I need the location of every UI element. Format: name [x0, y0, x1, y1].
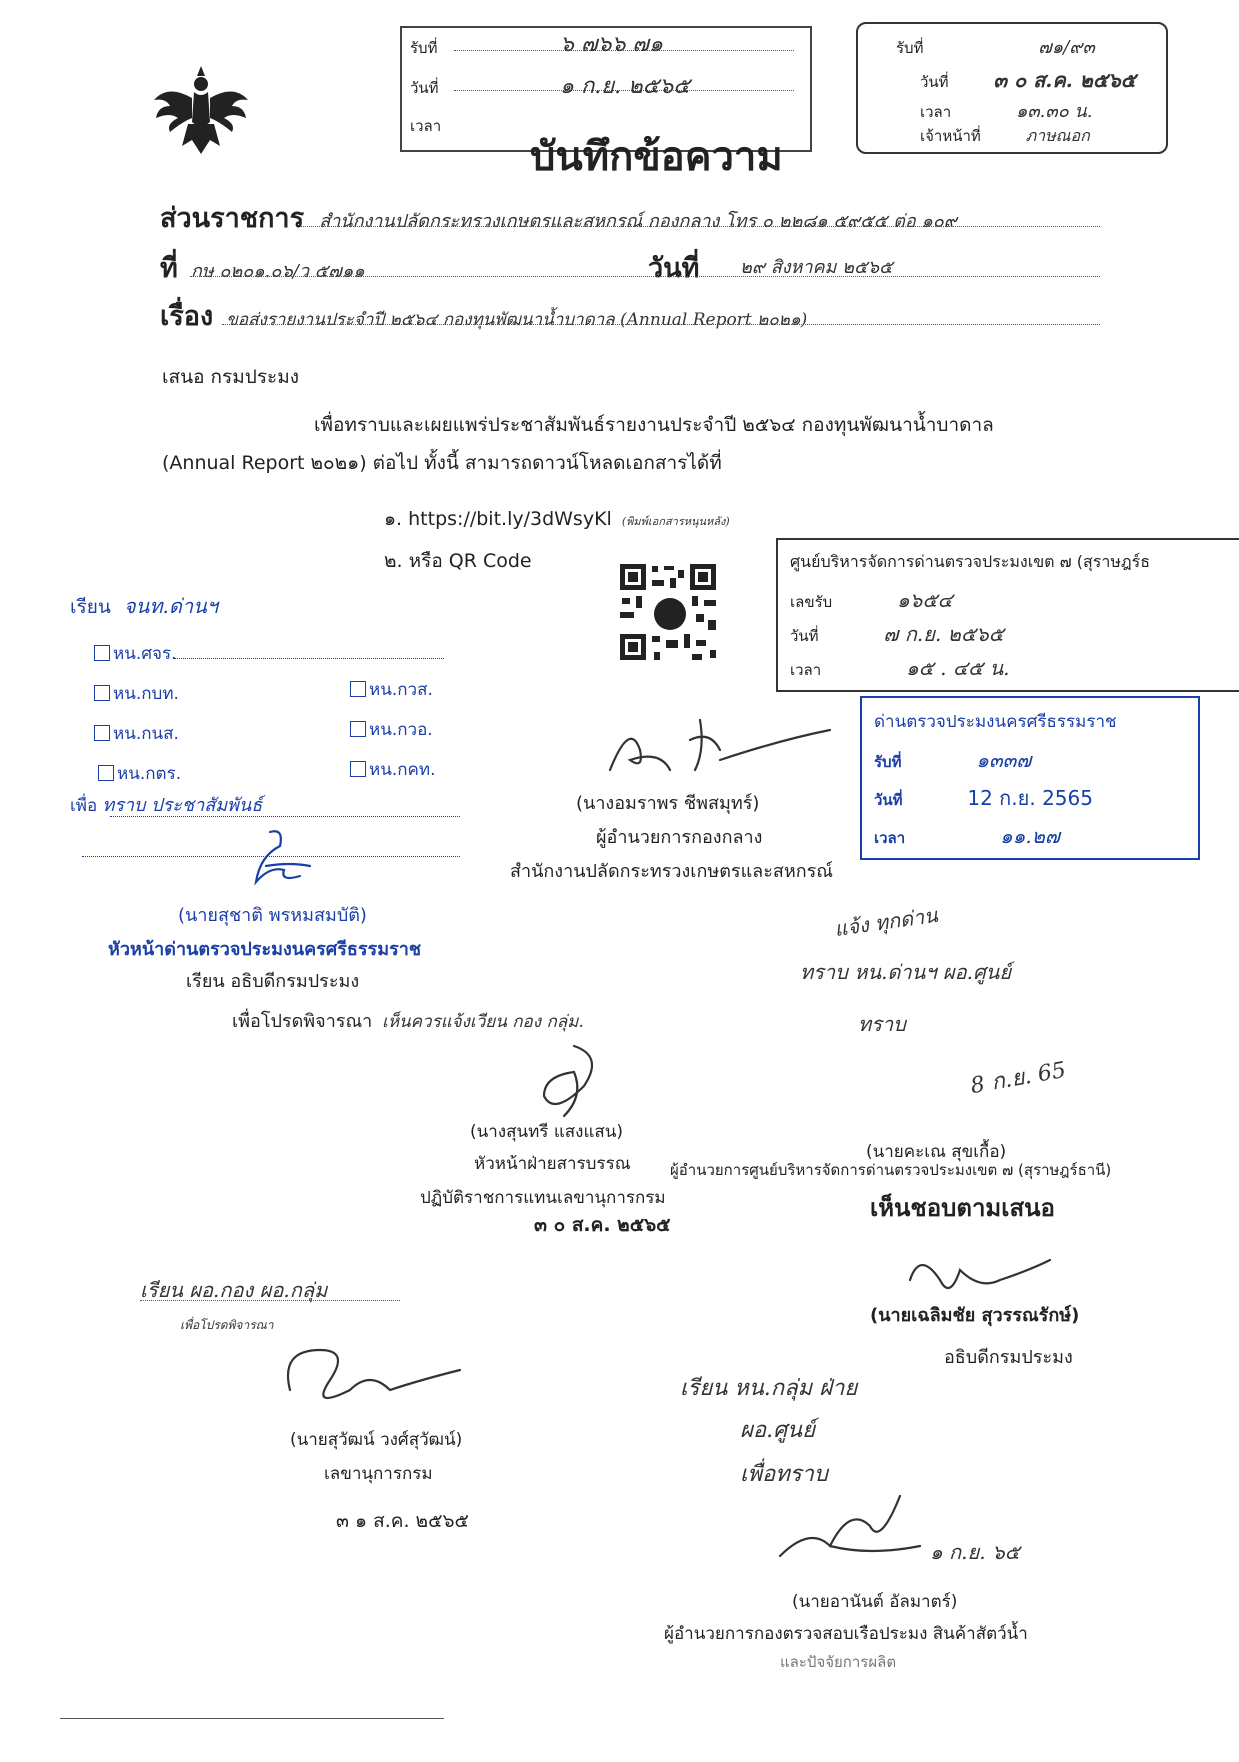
stamp-number: ๖ ๗๖๖ ๗๑ [560, 32, 663, 57]
secretary-purpose-row [232, 1006, 584, 1035]
lower-right-title: ผู้อำนวยการกองตรวจสอบเรือประมง สินค้าสัตว์น้ำ [664, 1624, 1028, 1644]
download-link[interactable] [384, 504, 730, 534]
zone7-label-time: เวลา [790, 661, 822, 679]
stamp-right-label-date: วันที่ [920, 73, 949, 91]
lower-right-hand-2: ผอ.ศูนย์ [740, 1418, 815, 1443]
date-value: ๒๙ สิงหาคม ๒๕๖๕ [740, 257, 893, 278]
lower-right-hand-1: เรียน หน.กลุ่ม ฝ่าย [680, 1376, 858, 1401]
stamp-right-date: ๓ ๐ ส.ค. ๒๕๖๕ [993, 68, 1136, 92]
lower-left-title: เลขานุการกรม [324, 1464, 433, 1484]
checkbox-label: หน.กนส. [113, 724, 179, 744]
nakhon-time: ๑๑.๒๗ [999, 824, 1060, 848]
zone7-title: ผู้อำนวยการศูนย์บริหารจัดการด่านตรวจประมงเขต ๗ (สุราษฎร์ธานี) [670, 1161, 1112, 1179]
checkbox-icon [350, 681, 366, 697]
addressee: เสนอ กรมประมง [162, 366, 300, 388]
checkbox-icon [350, 721, 366, 737]
secretary-hand-note: เห็นควรแจ้งเวียน กอง กลุ่ม. [382, 1012, 584, 1032]
signature-sunthree [524, 1036, 624, 1126]
zone7-hand-2: ทราบ หน.ด่านฯ ผอ.ศูนย์ [800, 960, 1012, 984]
stamp-right-officer: ภาษณอก [1025, 126, 1090, 145]
signature-suchat [240, 826, 330, 896]
zone7-label-date: วันที่ [790, 627, 819, 645]
stamp-date: ๑ ก.ย. ๒๕๖๕ [560, 74, 690, 99]
zone7-number: ๑๖๕๔ [896, 588, 953, 612]
stamp-label-time: เวลา [410, 117, 442, 135]
nakhon-label-no: รับที่ [874, 753, 902, 771]
zone7-time: ๑๕ . ๔๕ น. [905, 656, 1010, 680]
routing-checkbox-4[interactable] [94, 720, 179, 747]
stamp-right-label-time: เวลา [920, 103, 952, 121]
agency-label: ส่วนราชการ [160, 203, 305, 234]
memo-signer-name: (นางอมราพร ชีพสมุทร์) [576, 793, 760, 814]
link-text: ๑. https://bit.ly/3dWsyKl [384, 508, 612, 530]
routing-checkbox-2[interactable] [94, 680, 179, 707]
lower-left-hand: เรียน ผอ.กอง ผอ.กลุ่ม [140, 1278, 328, 1302]
routing-checkbox-1[interactable] [94, 640, 444, 667]
nakhon-label-date: วันที่ [874, 791, 903, 809]
secretary-name: (นางสุนทรี แสงแสน) [470, 1122, 624, 1142]
routing-checkbox-3[interactable] [350, 676, 433, 703]
stamp-zone7-centre [776, 538, 1239, 692]
checkbox-icon [350, 761, 366, 777]
signature-amaraporn [600, 700, 840, 790]
reference-row [160, 246, 1100, 289]
stamp-right-label-officer: เจ้าหน้าที่ [920, 127, 981, 145]
body-line-1: เพื่อทราบและเผยแพร่ประชาสัมพันธ์รายงานประจำปี ๒๕๖๔ กองทุนพัฒนาน้ำบาดาล [314, 414, 994, 436]
nakhon-number: ๑๓๓๗ [976, 748, 1032, 772]
memo-signer-title-2: สำนักงานปลัดกระทรวงเกษตรและสหกรณ์ [510, 861, 833, 882]
stamp-nakhon-checkpoint [860, 696, 1200, 860]
subject-label: เรื่อง [160, 301, 214, 332]
ref-value: กษ ๐๒๐๑.๐๖/ว ๕๗๑๑ [190, 261, 365, 282]
lower-left-hand-2: เพื่อโปรดพิจารณา [180, 1318, 274, 1332]
agency-row [160, 196, 1100, 239]
ref-label: ที่ [160, 253, 178, 284]
date-label: วันที่ [648, 253, 700, 284]
secretary-purpose: เพื่อโปรดพิจารณา [232, 1011, 373, 1032]
secretary-date: ๓ ๐ ส.ค. ๒๕๖๕ [534, 1214, 671, 1236]
zone7-name: (นายคะเณ สุขเกื้อ) [866, 1142, 1007, 1162]
zone7-hand-date: 8 ก.ย. 65 [968, 1057, 1068, 1100]
document-title: บันทึกข้อความ [530, 133, 783, 180]
subject-row [160, 294, 1100, 337]
agency-value: สำนักงานปลัดกระทรวงเกษตรและสหกรณ์ กองกลาง โทร ๐ ๒๒๘๑ ๕๙๕๕ ต่อ ๑๐๙ [319, 211, 957, 232]
memo-signer-title-1: ผู้อำนวยการกองกลาง [596, 827, 763, 848]
checkbox-label: หน.กตร. [117, 764, 182, 784]
signature-suwat [270, 1330, 470, 1420]
secretary-title-2: ปฏิบัติราชการแทนเลขานุการกรม [420, 1188, 666, 1208]
routing-signer-title: หัวหน้าด่านตรวจประมงนครศรีธรรมราช [108, 939, 422, 960]
routing-checkbox-6[interactable] [98, 760, 181, 787]
lower-left-date: ๓ ๑ ส.ค. ๒๕๖๕ [336, 1510, 469, 1532]
stamp-right-time: ๑๓.๓๐ น. [1015, 101, 1093, 122]
link-note: (พิมพ์เอกสารหนุนหลัง) [621, 515, 730, 528]
zone7-title: ศูนย์บริหารจัดการด่านตรวจประมงเขต ๗ (สุราษฎร์ธ [790, 552, 1150, 571]
checkbox-icon [94, 725, 110, 741]
purpose-value: ทราบ ประชาสัมพันธ์ [102, 795, 263, 816]
subject-value: ขอส่งรายงานประจำปี ๒๕๖๔ กองทุนพัฒนาน้ำบาดาล (Annual Report ๒๐๒๑) [226, 310, 808, 330]
nakhon-title: ด่านตรวจประมงนครศรีธรรมราช [874, 712, 1117, 732]
checkbox-label: หน.กวส. [369, 680, 433, 700]
checkbox-label: หน.กวอ. [369, 720, 433, 740]
stamp-label-date: วันที่ [410, 79, 439, 97]
zone7-hand-3: ทราบ [858, 1012, 906, 1036]
stamp-right-label-no: รับที่ [896, 39, 924, 57]
secretary-to: เรียน อธิบดีกรมประมง [186, 971, 360, 992]
zone7-date: ๗ ก.ย. ๒๕๖๕ [883, 622, 1004, 646]
checkbox-icon [94, 685, 110, 701]
routing-heading-to: จนท.ด่านฯ [123, 594, 218, 618]
purpose-label: เพื่อ [70, 796, 98, 816]
stamp-label-received: รับที่ [410, 39, 438, 57]
zone7-label-no: เลขรับ [790, 593, 833, 611]
zone7-hand-1: แจ้ง ทุกด่าน [832, 902, 940, 942]
checkbox-label: หน.ศจร. [113, 644, 177, 664]
nakhon-date: 12 ก.ย. 2565 [967, 786, 1093, 810]
checkbox-icon [94, 645, 110, 661]
lower-right-name: (นายอานันต์ อัลมาตร์) [792, 1592, 958, 1612]
routing-purpose [70, 790, 460, 819]
checkbox-label: หน.กบท. [113, 684, 179, 704]
secretary-title-1: หัวหน้าฝ่ายสารบรรณ [474, 1154, 631, 1174]
garuda-emblem-icon [148, 62, 254, 162]
routing-block [70, 590, 460, 622]
routing-checkbox-7[interactable] [350, 756, 436, 783]
lower-right-hand-3: เพื่อทราบ [740, 1462, 828, 1487]
routing-heading: เรียน [70, 596, 111, 618]
dg-approval: เห็นชอบตามเสนอ [870, 1194, 1055, 1222]
stamp-right-number: ๗๑/๙๓ [1038, 37, 1095, 58]
routing-signer-name: (นายสุชาติ พรหมสมบัติ) [178, 905, 367, 926]
receipt-stamp-right [856, 22, 1168, 154]
lower-left-name: (นายสุวัฒน์ วงศ์สุวัฒน์) [290, 1430, 463, 1450]
routing-checkbox-5[interactable] [350, 716, 433, 743]
nakhon-label-time: เวลา [874, 829, 906, 847]
signature-anan [770, 1486, 930, 1576]
lower-right-hand-date: ๑ ก.ย. ๖๕ [930, 1540, 1020, 1564]
qr-code-icon[interactable] [616, 560, 720, 664]
dg-name: (นายเฉลิมชัย สุวรรณรักษ์) [870, 1305, 1080, 1326]
lower-right-title-2: และปัจจัยการผลิต [780, 1653, 897, 1671]
checkbox-label: หน.กคท. [369, 760, 436, 780]
checkbox-icon [98, 765, 114, 781]
body-line-2: (Annual Report ๒๐๒๑) ต่อไป ทั้งนี้ สามารถดาวน์โหลดเอกสารได้ที่ [162, 452, 722, 474]
footer-rule [60, 1718, 444, 1719]
dg-title: อธิบดีกรมประมง [944, 1347, 1073, 1368]
qr-item: ๒. หรือ QR Code [384, 550, 532, 572]
